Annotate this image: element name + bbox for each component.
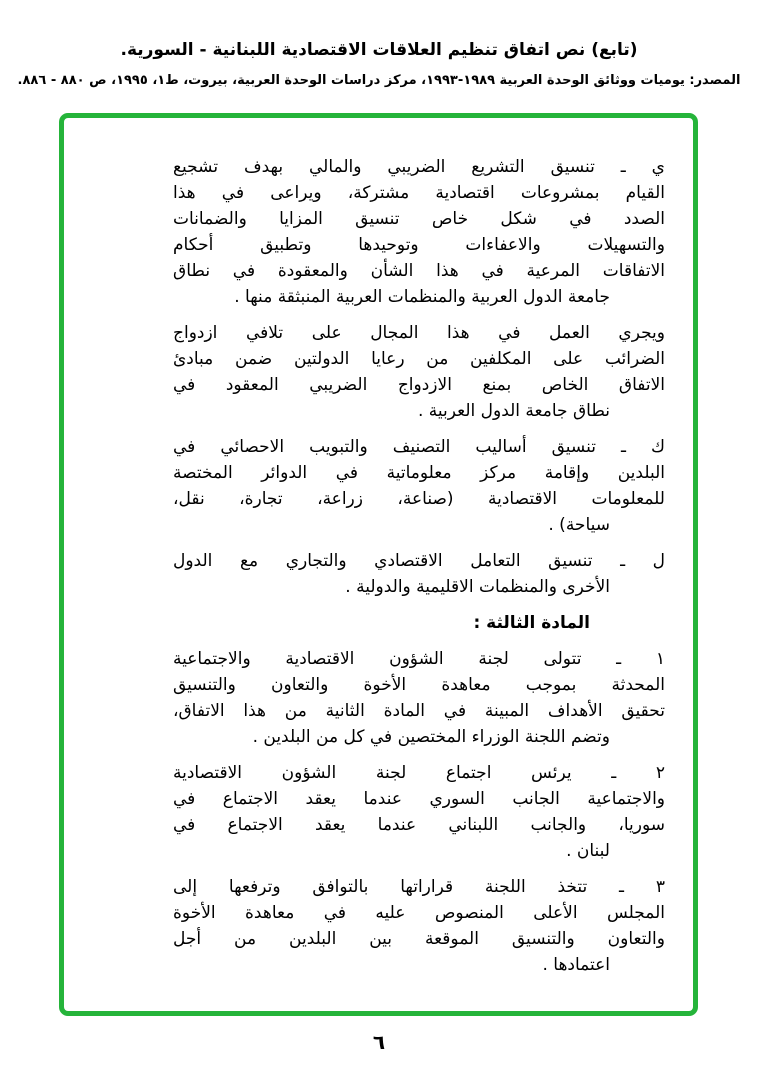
text-line: الاتفاق الخاص بمنع الازدواج الضريبي المعقود في — [173, 375, 665, 395]
text-line: الأخرى والمنظمات الاقليمية والدولية . — [345, 577, 610, 597]
text-line: الضرائب على المكلفين من رعايا الدولتين ضمن مبادئ — [173, 349, 665, 369]
text-line: ٣ ـ تتخذ اللجنة قراراتها بالتوافق وترفعها إلى — [173, 877, 665, 897]
text-line: الاتفاقات المرعية في هذا الشأن والمعقودة في نطاق — [173, 261, 665, 281]
paragraph — [173, 434, 665, 538]
content-frame — [59, 113, 698, 1016]
text-line: ك ـ تنسيق أساليب التصنيف والتبويب الاحصائي في — [173, 437, 665, 457]
text-line: المحدثة بموجب معاهدة الأخوة والتعاون والتنسيق — [173, 675, 665, 695]
paragraph — [173, 320, 665, 424]
section-heading: المادة الثالثة : — [473, 613, 590, 633]
text-line: سوريا، والجانب اللبناني عندما يعقد الاجتماع في — [173, 815, 665, 835]
text-line: للمعلومات الاقتصادية (صناعة، زراعة، تجارة، نقل، — [173, 489, 665, 509]
text-line: سياحة) . — [548, 515, 610, 535]
text-line: المجلس الأعلى المنصوص عليه في معاهدة الأخوة — [173, 903, 665, 923]
document-header — [0, 38, 758, 91]
text-line: ل ـ تنسيق التعامل الاقتصادي والتجاري مع الدول — [173, 551, 665, 571]
document-body — [64, 118, 693, 1011]
text-line: ويجري العمل في هذا المجال على تلافي ازدواج — [173, 323, 665, 343]
text-line: ٢ ـ يرئس اجتماع لجنة الشؤون الاقتصادية — [173, 763, 665, 783]
paragraph — [173, 760, 665, 864]
text-line: ١ ـ تتولى لجنة الشؤون الاقتصادية والاجتماعية — [173, 649, 665, 669]
text-line: لبنان . — [566, 841, 610, 861]
paragraph — [173, 154, 665, 310]
paragraph — [173, 646, 665, 750]
text-line: تحقيق الأهداف المبينة في المادة الثانية من هذا الاتفاق، — [173, 701, 665, 721]
text-line: والتسهيلات والاعفاءات وتوحيدها وتطبيق أحكام — [173, 235, 665, 255]
document-title: (تابع) نص اتفاق تنظيم العلاقات الاقتصادية اللبنانية - السورية. — [120, 40, 638, 60]
text-line: الصدد في شكل خاص تنسيق المزايا والضمانات — [173, 209, 665, 229]
text-line: والتعاون والتنسيق الموقعة بين البلدين من أجل — [173, 929, 665, 949]
paragraph — [173, 548, 665, 600]
paragraph — [173, 874, 665, 978]
page-number: ٦ — [372, 1030, 386, 1054]
text-line: ي ـ تنسيق التشريع الضريبي والمالي بهدف تشجيع — [173, 157, 665, 177]
text-line: جامعة الدول العربية والمنظمات العربية المنبثقة منها . — [234, 287, 610, 307]
source-citation: المصدر: يوميات ووثائق الوحدة العربية ١٩٨٩-١٩٩٣، مركز دراسات الوحدة العربية، بيروت، ط١، ١٩٩٥، ص ٨٨٠ - ٨٨٦. — [17, 73, 741, 88]
page-footer — [0, 1030, 758, 1054]
text-line: القيام بمشروعات اقتصادية مشتركة، ويراعى في هذا — [173, 183, 665, 203]
text-line: اعتمادها . — [542, 955, 610, 975]
text-line: نطاق جامعة الدول العربية . — [417, 401, 610, 421]
text-line: وتضم اللجنة الوزراء المختصين في كل من البلدين . — [252, 727, 610, 747]
text-line: البلدين وإقامة مركز معلوماتية في الدوائر المختصة — [173, 463, 665, 483]
text-line: والاجتماعية الجانب السوري عندما يعقد الاجتماع في — [173, 789, 665, 809]
